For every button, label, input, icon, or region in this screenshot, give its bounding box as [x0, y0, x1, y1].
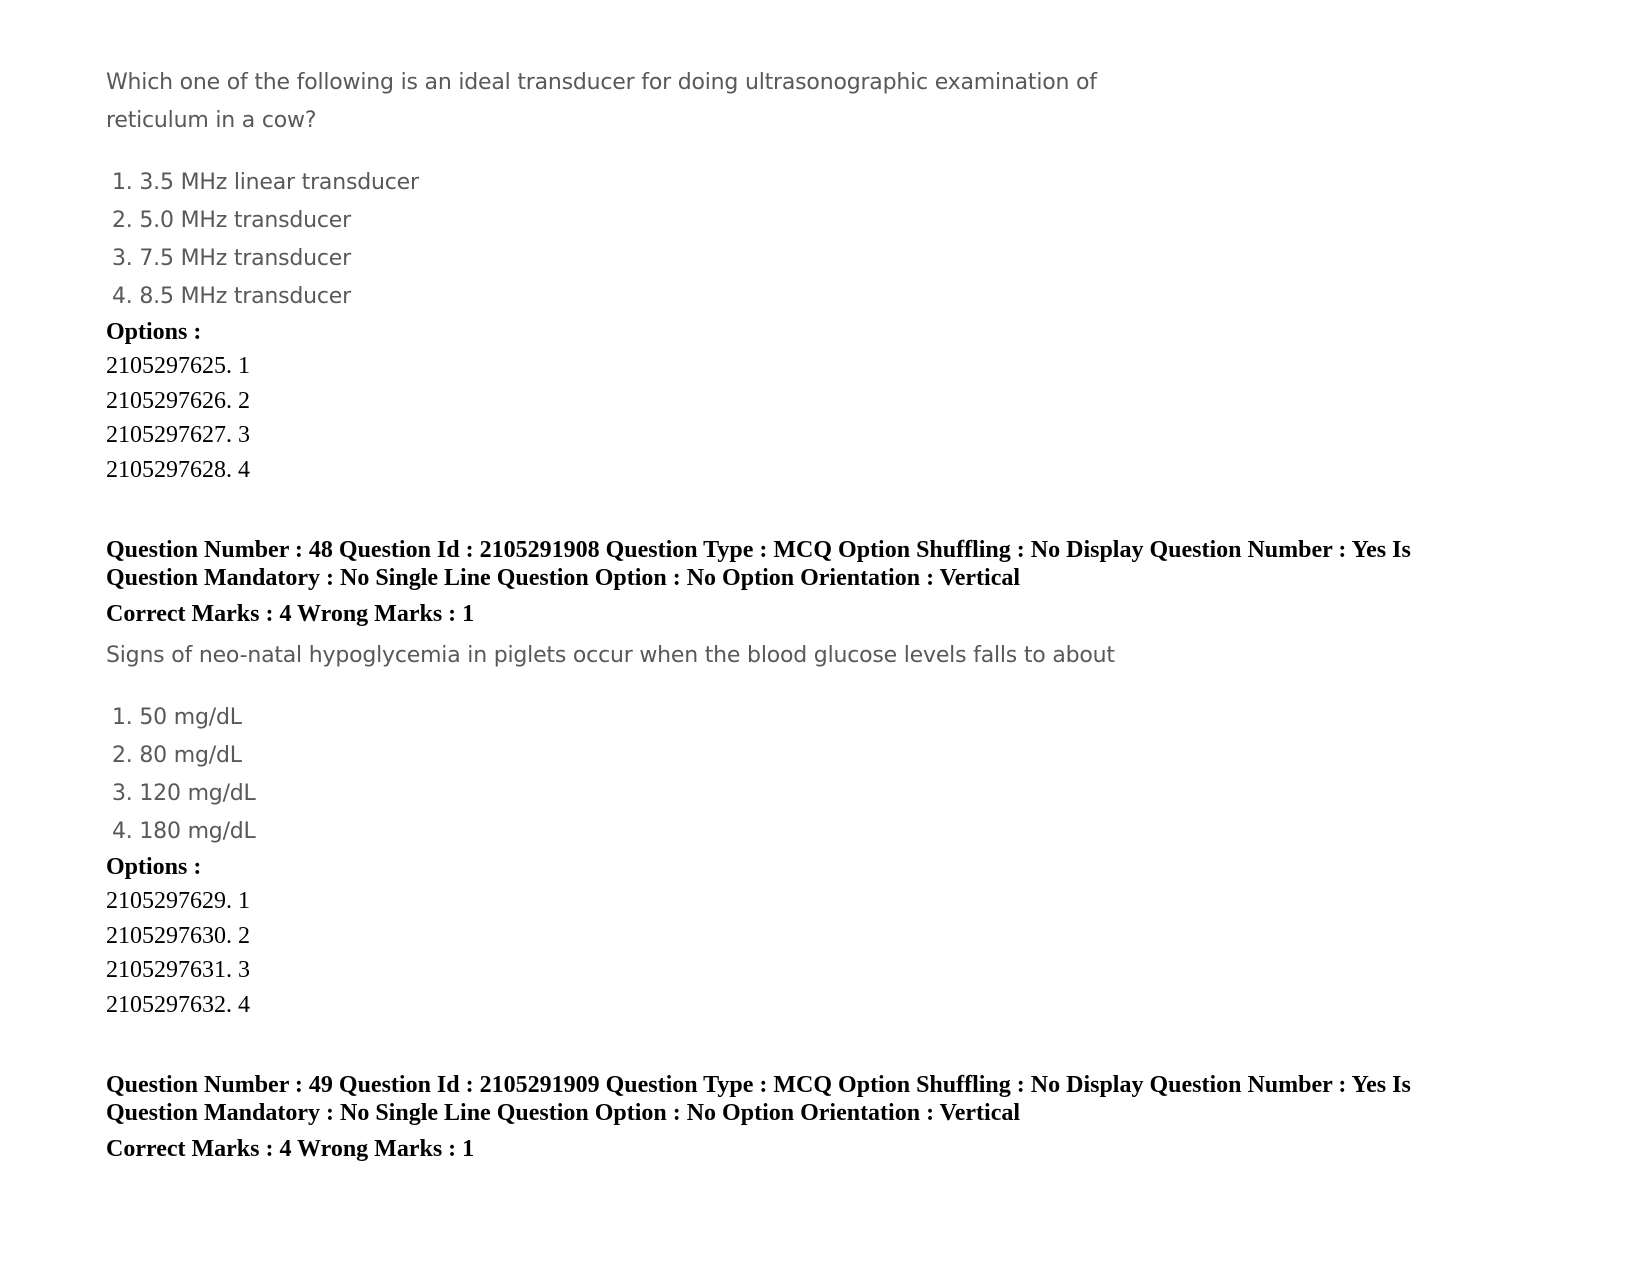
question-49-meta-line2: Question Mandatory : No Single Line Question Option : No Option Orientation : Vertical	[106, 1100, 1021, 1126]
choice-item: 2. 80 mg/dL	[112, 743, 242, 768]
question-47-options	[106, 315, 1546, 487]
option-id-item: 2105297626. 2	[106, 387, 250, 414]
option-id-item: 2105297632. 4	[106, 991, 250, 1018]
choice-item: 3. 7.5 MHz transducer	[112, 246, 351, 271]
question-48-meta-line2: Question Mandatory : No Single Line Question Option : No Option Orientation : Vertical	[106, 565, 1021, 591]
option-id-item: 2105297629. 1	[106, 888, 250, 914]
question-48-marks	[106, 597, 1546, 631]
choice-item: 1. 50 mg/dL	[112, 705, 242, 730]
options-heading: Options :	[106, 319, 202, 345]
question-48-text-block	[106, 637, 1546, 675]
question-48-text: Signs of neo-natal hypoglycemia in piglets occur when the blood glucose levels falls to about	[106, 643, 1115, 668]
question-48-choices	[106, 699, 1546, 851]
question-47-text-block	[106, 64, 1546, 140]
question-48-meta-line1: Question Number : 48 Question Id : 2105291908 Question Type : MCQ Option Shuffling : No Display Question Number : Yes Is	[106, 537, 1411, 563]
choice-item: 4. 180 mg/dL	[112, 819, 256, 844]
choice-item: 2. 5.0 MHz transducer	[112, 208, 351, 233]
question-49-meta	[106, 1071, 1546, 1127]
choice-item: 4. 8.5 MHz transducer	[112, 284, 351, 309]
question-47-text-line2: reticulum in a cow?	[106, 108, 317, 133]
option-id-item: 2105297625. 1	[106, 353, 250, 379]
option-id-item: 2105297627. 3	[106, 422, 250, 448]
options-heading: Options :	[106, 854, 202, 880]
question-47-choices	[106, 164, 1546, 316]
option-id-item: 2105297628. 4	[106, 456, 250, 483]
question-49-marks	[106, 1132, 1546, 1166]
option-id-item: 2105297631. 3	[106, 957, 250, 983]
marks-line: Correct Marks : 4 Wrong Marks : 1	[106, 1136, 475, 1162]
choice-item: 3. 120 mg/dL	[112, 781, 256, 806]
question-48-options	[106, 850, 1546, 1022]
marks-line: Correct Marks : 4 Wrong Marks : 1	[106, 601, 475, 627]
option-id-item: 2105297630. 2	[106, 922, 250, 949]
choice-item: 1. 3.5 MHz linear transducer	[112, 170, 419, 195]
question-49-meta-line1: Question Number : 49 Question Id : 2105291909 Question Type : MCQ Option Shuffling : No Display Question Number : Yes Is	[106, 1072, 1411, 1098]
question-47-text: Which one of the following is an ideal transducer for doing ultrasonographic examination of	[106, 70, 1097, 95]
question-48-meta	[106, 536, 1546, 592]
